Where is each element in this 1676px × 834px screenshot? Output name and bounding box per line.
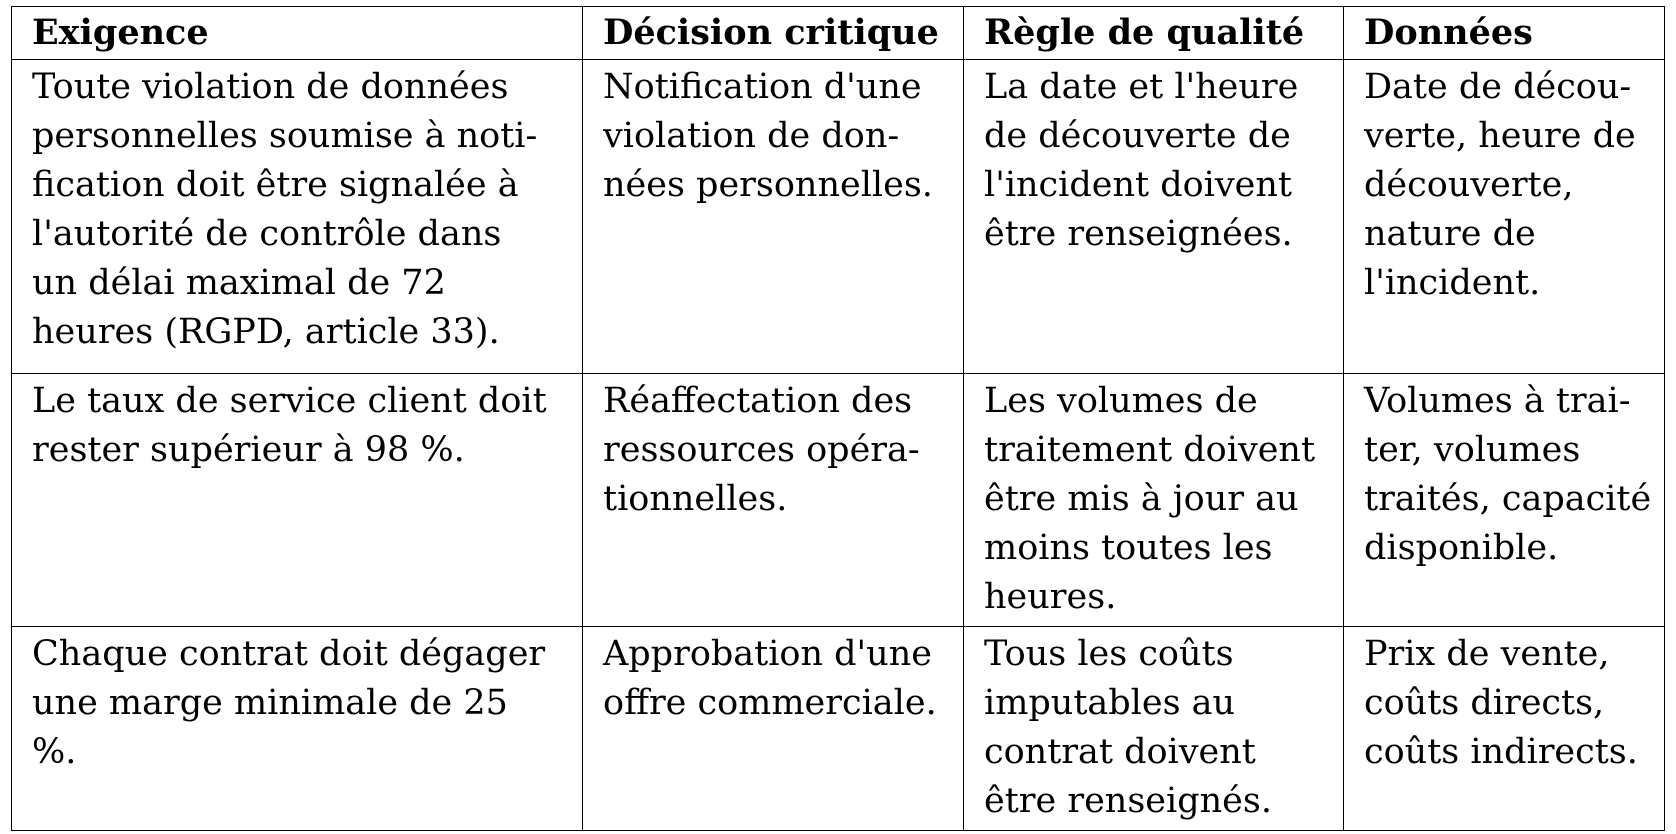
cell-line: l'incident doivent (984, 165, 1292, 205)
cell-line: moins toutes les (984, 528, 1273, 568)
cell-line: Volumes à trai- (1364, 381, 1631, 421)
cell-line: disponible. (1364, 528, 1559, 568)
cell-decision (583, 60, 964, 374)
requirements-table (11, 6, 1665, 831)
cell-line: offre commerciale. (603, 683, 937, 723)
cell-line: personnelles soumise à noti- (32, 116, 538, 156)
cell-line: fication doit être signalée à (32, 165, 519, 205)
table-header-row (12, 7, 1665, 60)
cell-regle (964, 627, 1344, 831)
cell-line: Les volumes de (984, 381, 1258, 421)
cell-line: rester supérieur à 98 %. (32, 430, 465, 470)
header-exigence: Exigence (12, 7, 583, 60)
cell-donnees (1344, 60, 1665, 374)
cell-line: verte, heure de (1364, 116, 1636, 156)
cell-line: Toute violation de données (32, 67, 509, 107)
cell-donnees (1344, 627, 1665, 831)
cell-line: La date et l'heure (984, 67, 1299, 107)
cell-line: traitement doivent (984, 430, 1316, 470)
cell-exigence (12, 627, 583, 831)
cell-regle (964, 60, 1344, 374)
cell-line: coûts directs, (1364, 683, 1605, 723)
cell-exigence (12, 374, 583, 627)
cell-line: traités, capacité (1364, 479, 1652, 519)
header-donnees: Données (1344, 7, 1665, 60)
cell-line: Tous les coûts (984, 634, 1234, 674)
cell-line: Réaffectation des (603, 381, 913, 421)
cell-line: tionnelles. (603, 479, 788, 519)
cell-line: Chaque contrat doit dégager (32, 634, 546, 674)
cell-line: être renseignées. (984, 214, 1293, 254)
cell-line: être mis à jour au (984, 479, 1299, 519)
cell-line: nées personnelles. (603, 165, 933, 205)
cell-line: Notification d'une (603, 67, 922, 107)
cell-decision (583, 627, 964, 831)
table-row (12, 60, 1665, 374)
cell-line: ressources opéra- (603, 430, 920, 470)
cell-line: heures (RGPD, article 33). (32, 312, 500, 352)
header-decision-critique: Décision critique (583, 7, 964, 60)
cell-line: être renseignés. (984, 781, 1272, 821)
cell-line: coûts indirects. (1364, 732, 1638, 772)
cell-line: ter, volumes (1364, 430, 1581, 470)
cell-line: heures. (984, 577, 1117, 617)
cell-line: violation de don- (603, 116, 900, 156)
cell-donnees (1344, 374, 1665, 627)
cell-line: Date de décou- (1364, 67, 1632, 107)
cell-decision (583, 374, 964, 627)
cell-line: l'incident. (1364, 263, 1541, 303)
table-row (12, 627, 1665, 831)
cell-line: de découverte de (984, 116, 1291, 156)
cell-regle (964, 374, 1344, 627)
cell-line: %. (32, 732, 77, 772)
header-regle-de-qualite: Règle de qualité (964, 7, 1344, 60)
cell-line: un délai maximal de 72 (32, 263, 446, 303)
cell-line: Le taux de service client doit (32, 381, 547, 421)
cell-line: contrat doivent (984, 732, 1256, 772)
cell-line: nature de (1364, 214, 1536, 254)
cell-line: imputables au (984, 683, 1236, 723)
cell-exigence (12, 60, 583, 374)
cell-line: Approbation d'une (603, 634, 932, 674)
cell-line: découverte, (1364, 165, 1574, 205)
cell-line: une marge minimale de 25 (32, 683, 508, 723)
table-row (12, 374, 1665, 627)
cell-line: Prix de vente, (1364, 634, 1610, 674)
cell-line: l'autorité de contrôle dans (32, 214, 502, 254)
